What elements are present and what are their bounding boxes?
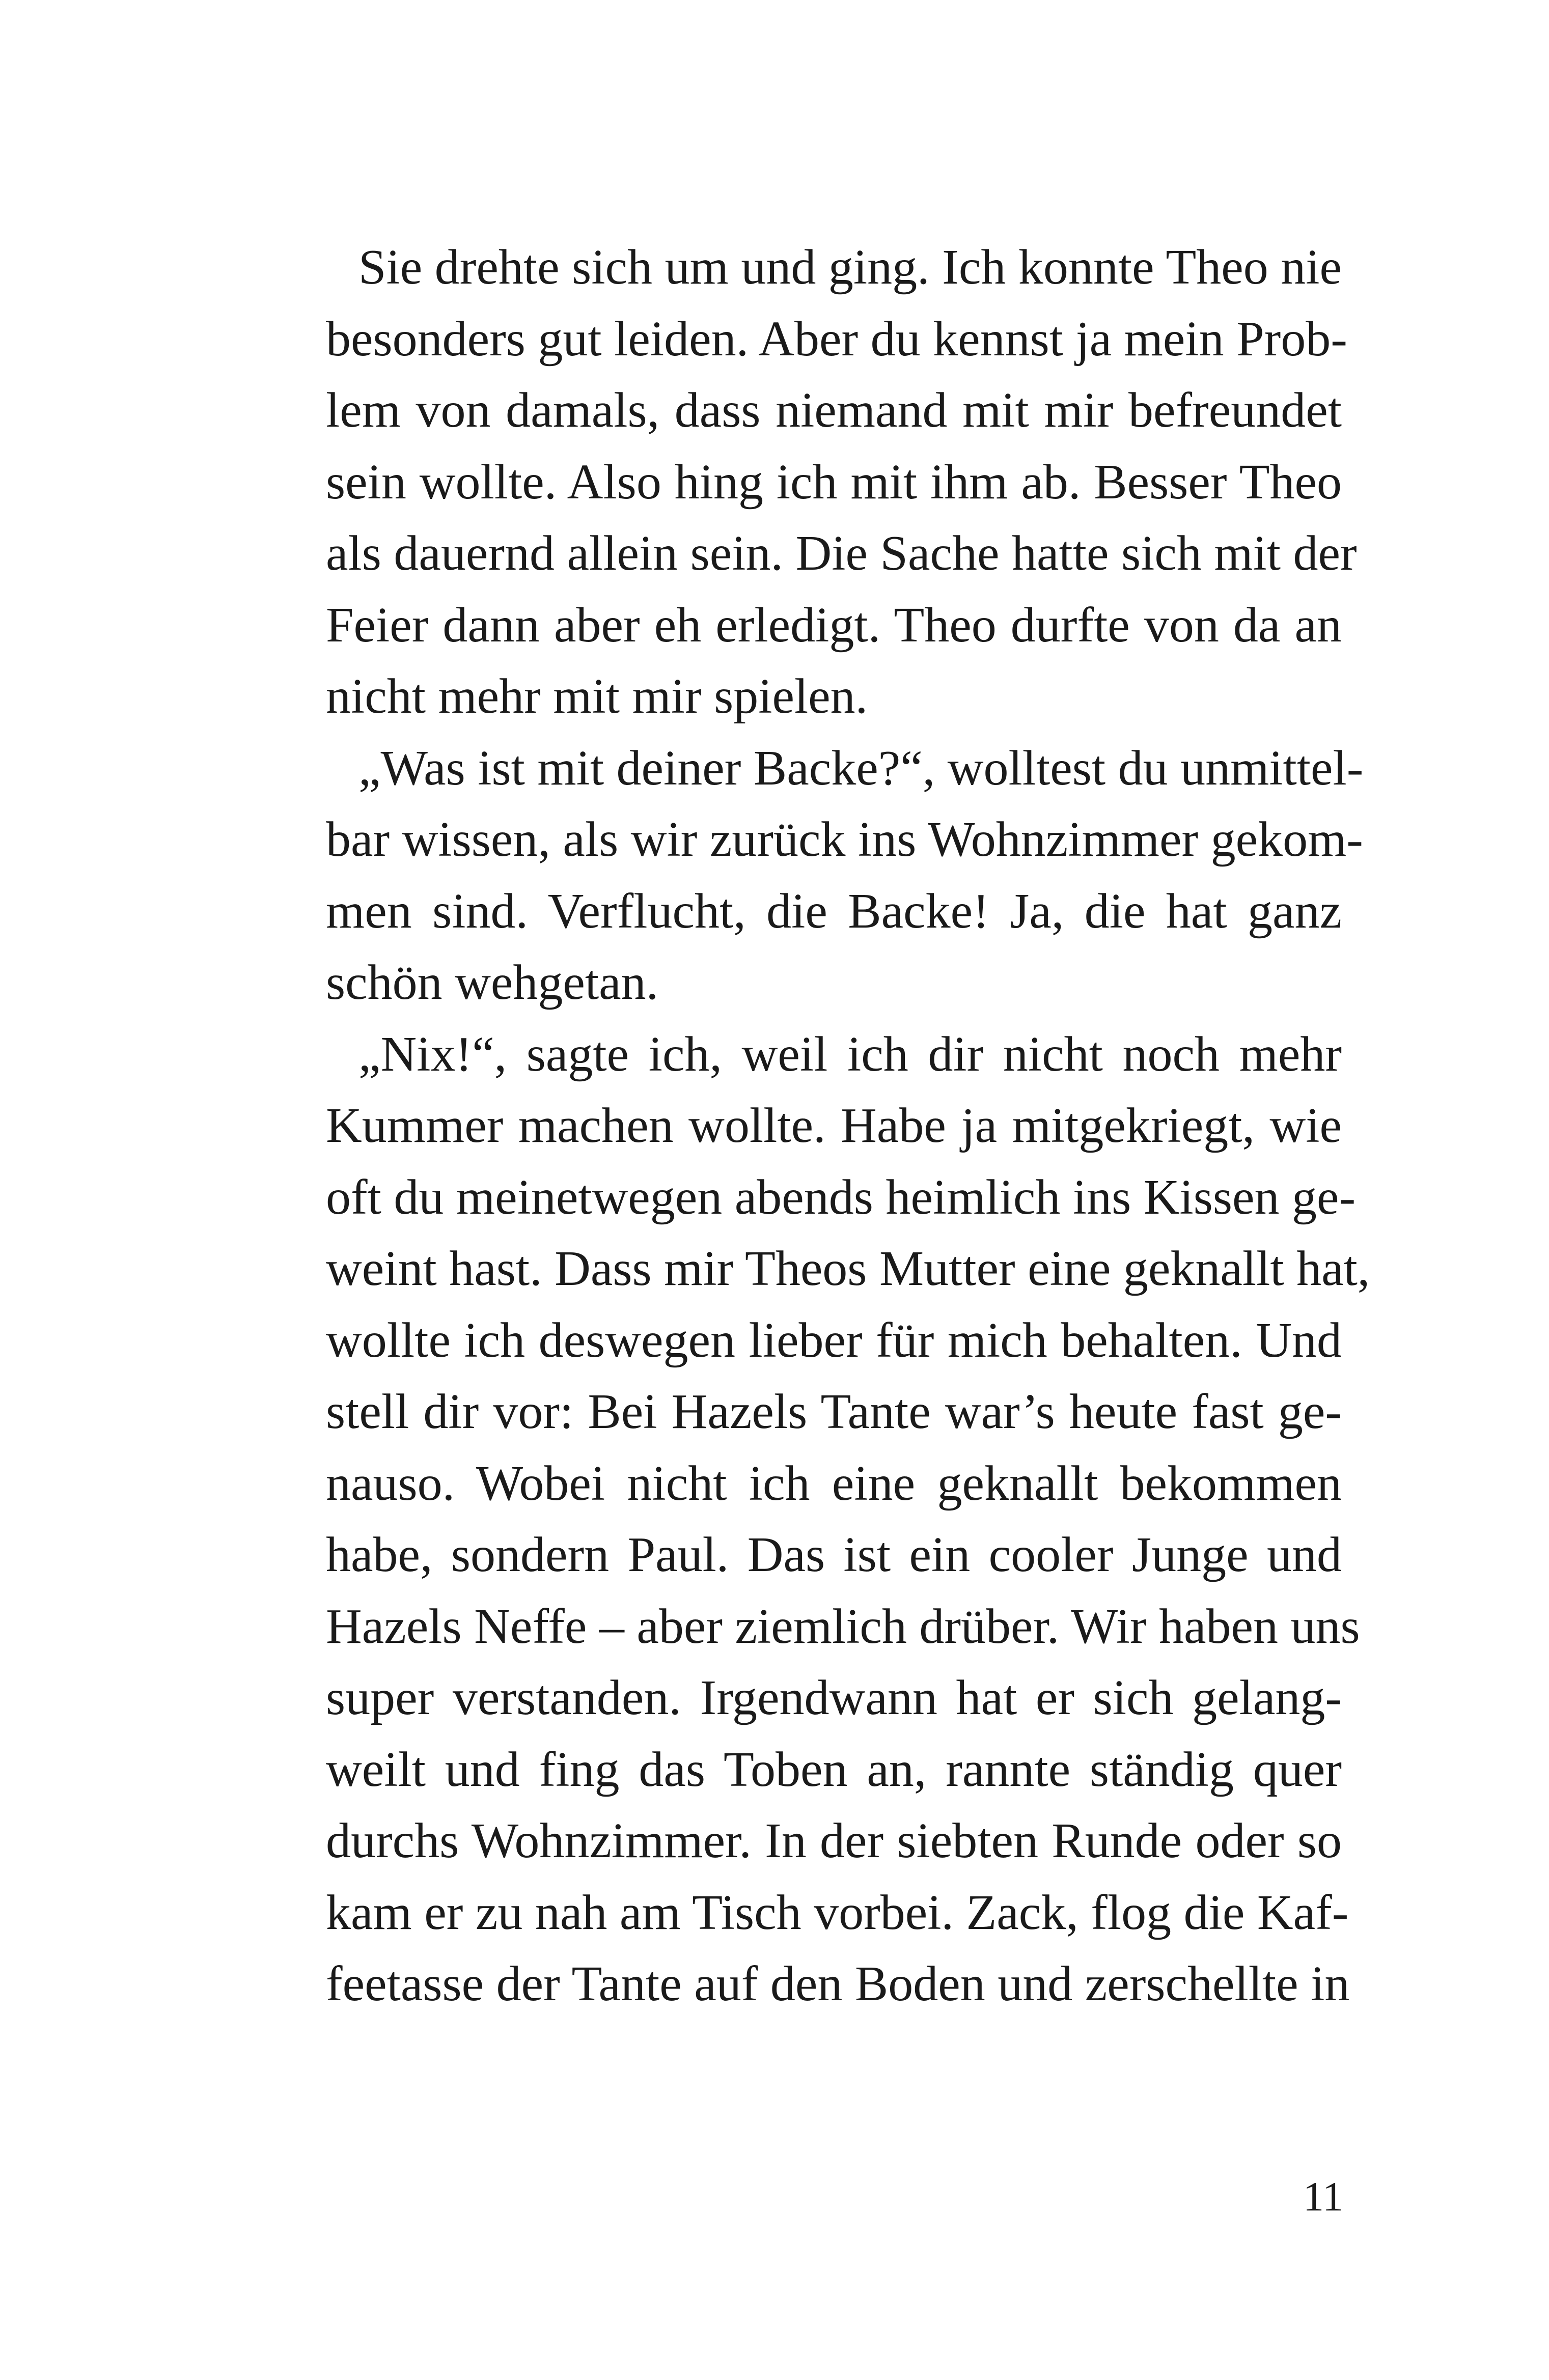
text-line: bar wissen, als wir zurück ins Wohnzimmer gekom- — [326, 812, 1363, 867]
text-line: habe, sondern Paul. Das ist ein cooler Junge und — [326, 1527, 1342, 1582]
text-line: besonders gut leiden. Aber du kennst ja mein Prob- — [326, 311, 1347, 367]
text-line: weint hast. Dass mir Theos Mutter eine geknallt hat, — [326, 1241, 1370, 1296]
text-line: Kummer machen wollte. Habe ja mitgekriegt, wie — [326, 1098, 1342, 1153]
text-line: lem von damals, dass niemand mit mir befreundet — [326, 383, 1342, 438]
page-number: 11 — [1303, 2173, 1343, 2220]
text-line: oft du meinetwegen abends heimlich ins Kissen ge- — [326, 1169, 1356, 1225]
text-line: Sie drehte sich um und ging. Ich konnte Theo nie — [358, 240, 1342, 295]
text-line: schön wehgetan. — [326, 955, 659, 1010]
text-line: kam er zu nah am Tisch vorbei. Zack, flog die Kaf- — [326, 1885, 1349, 1940]
body-text — [326, 232, 1370, 2020]
text-line: wollte ich deswegen lieber für mich behalten. Und — [326, 1312, 1342, 1368]
text-line: men sind. Verflucht, die Backe! Ja, die hat ganz — [326, 883, 1342, 939]
text-line: durchs Wohnzimmer. In der siebten Runde oder so — [326, 1813, 1342, 1868]
text-line: als dauernd allein sein. Die Sache hatte sich mit der — [326, 526, 1357, 581]
text-line: super verstanden. Irgendwann hat er sich gelang- — [326, 1670, 1342, 1725]
text-line: sein wollte. Also hing ich mit ihm ab. Besser Theo — [326, 454, 1342, 510]
text-line: feetasse der Tante auf den Boden und zerschellte in — [326, 1956, 1350, 2011]
text-line: „Was ist mit deiner Backe?“, wolltest du unmittel- — [358, 740, 1364, 796]
text-line: stell dir vor: Bei Hazels Tante war’s heute fast ge- — [326, 1384, 1342, 1439]
text-line: Feier dann aber eh erledigt. Theo durfte von da an — [326, 597, 1342, 653]
text-line: Hazels Neffe – aber ziemlich drüber. Wir haben uns — [326, 1599, 1360, 1654]
text-line: „Nix!“, sagte ich, weil ich dir nicht noch mehr — [358, 1026, 1342, 1082]
text-line: weilt und fing das Toben an, rannte ständig quer — [326, 1742, 1342, 1797]
text-line: nauso. Wobei nicht ich eine geknallt bekommen — [326, 1455, 1342, 1511]
text-line: nicht mehr mit mir spielen. — [326, 669, 868, 724]
